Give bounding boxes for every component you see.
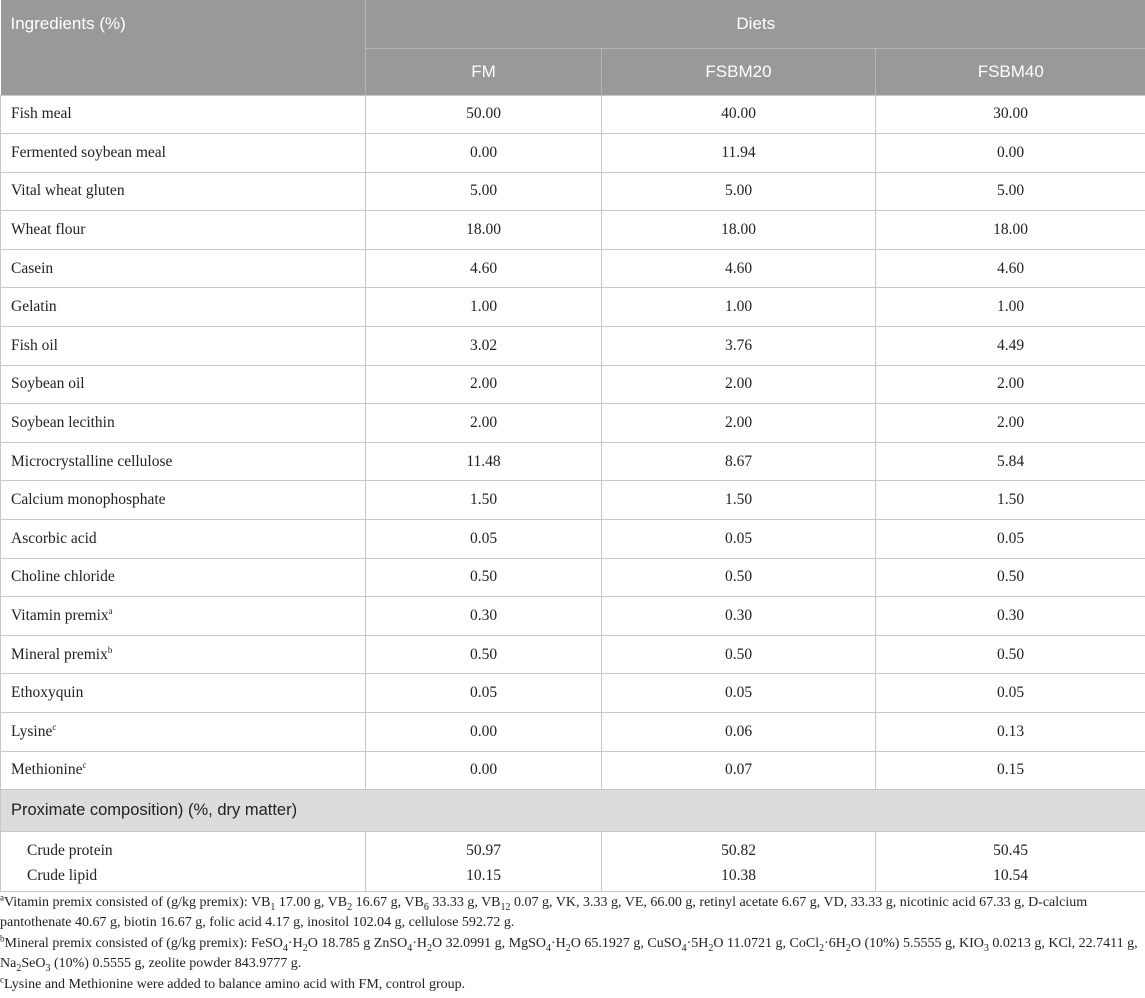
ingredient-name: Fermented soybean meal (11, 143, 166, 161)
diet-column-header-fsbm40: FSBM40 (876, 48, 1145, 95)
proximate-value: 10.38 (721, 866, 756, 884)
value-cell-fm: 0.50 (366, 558, 602, 597)
value-cell-fsbm20: 8.67 (602, 442, 876, 481)
value-cell-fsbm40: 4.60 (876, 249, 1145, 288)
proximate-fsbm20-cell (602, 832, 876, 892)
ingredient-name-cell (1, 404, 366, 443)
value-cell-fm: 0.30 (366, 597, 602, 636)
ingredient-name-cell (1, 365, 366, 404)
footnote-text: O 65.1927 g, CuSO (570, 936, 682, 951)
value-cell-fsbm40: 5.84 (876, 442, 1145, 481)
ingredient-name: Calcium monophosphate (11, 491, 166, 509)
table-row (1, 211, 1145, 250)
proximate-names-cell (1, 832, 366, 892)
footnote-a (0, 893, 1140, 933)
ingredient-name-cell (1, 95, 366, 134)
value-cell-fsbm20: 0.05 (602, 674, 876, 713)
ingredient-name-cell (1, 172, 366, 211)
footnote-marker: c (0, 974, 4, 985)
ingredient-name-cell (1, 211, 366, 250)
ingredient-name: Fish oil (11, 336, 58, 354)
ingredient-name-cell (1, 288, 366, 327)
proximate-fsbm40-cell (876, 832, 1145, 892)
ingredient-name: Vitamin premix (11, 607, 109, 625)
ingredient-name: Fish meal (11, 105, 72, 123)
diet-column-header-fm: FM (366, 48, 602, 95)
diets-header: Diets (366, 0, 1145, 48)
footnote-subscript: 12 (500, 901, 511, 913)
footnote-subscript: 3 (983, 942, 989, 954)
ingredient-name-cell (1, 249, 366, 288)
value-cell-fm: 18.00 (366, 211, 602, 250)
ingredient-name-cell (1, 134, 366, 173)
proximate-value: 10.54 (993, 866, 1028, 884)
table-row (1, 597, 1145, 636)
footnote-text: (10%) 0.5555 g, zeolite powder 843.9777 g. (50, 956, 302, 971)
footnote-subscript: 3 (45, 962, 51, 974)
ingredient-name: Methionine (11, 761, 83, 779)
footnote-subscript: 4 (407, 942, 413, 954)
footnote-text: O 18.785 g ZnSO (307, 936, 408, 951)
value-cell-fm: 50.00 (366, 95, 602, 134)
table-row (1, 249, 1145, 288)
proximate-value: 50.45 (993, 841, 1028, 859)
footnote-subscript: 2 (845, 942, 851, 954)
value-cell-fsbm40: 4.49 (876, 327, 1145, 366)
footnote-text: O (10%) 5.5555 g, KIO (850, 936, 984, 951)
ingredient-name: Ascorbic acid (11, 529, 97, 547)
value-cell-fm: 1.00 (366, 288, 602, 327)
table-row (1, 442, 1145, 481)
proximate-name-crude-protein: Crude protein (27, 841, 113, 859)
value-cell-fsbm20: 1.50 (602, 481, 876, 520)
proximate-value: 50.97 (466, 841, 501, 859)
value-cell-fsbm40: 18.00 (876, 211, 1145, 250)
value-cell-fm: 0.00 (366, 713, 602, 752)
footnote-text: SeO (21, 956, 46, 971)
value-cell-fm: 0.00 (366, 134, 602, 173)
value-cell-fsbm40: 0.05 (876, 520, 1145, 559)
footnote-text: O 11.0721 g, CoCl (713, 936, 820, 951)
proximate-fm-cell (366, 832, 602, 892)
value-cell-fsbm20: 2.00 (602, 365, 876, 404)
footnote-subscript: 2 (347, 901, 353, 913)
value-cell-fm: 0.05 (366, 520, 602, 559)
value-cell-fsbm40: 1.50 (876, 481, 1145, 520)
value-cell-fsbm20: 40.00 (602, 95, 876, 134)
footnote-subscript: 2 (302, 942, 308, 954)
table-row (1, 288, 1145, 327)
ingredient-name: Soybean oil (11, 375, 85, 393)
footnote-text: Mineral premix consisted of (g/kg premix): FeSO (4, 936, 283, 951)
value-cell-fsbm40: 0.30 (876, 597, 1145, 636)
footnote-text: 0.0213 g, KCl, 22.7411 g, Na (0, 936, 1138, 971)
value-cell-fm: 11.48 (366, 442, 602, 481)
footnote-subscript: 4 (282, 942, 288, 954)
footnote-text: ·H (287, 936, 303, 951)
footnote-marker: a (0, 892, 4, 903)
value-cell-fsbm40: 30.00 (876, 95, 1145, 134)
ingredient-name-cell (1, 713, 366, 752)
footnote-text: Vitamin premix consisted of (g/kg premix): VB (4, 895, 271, 910)
ingredient-name-cell (1, 751, 366, 790)
footnote-subscript: 2 (565, 942, 571, 954)
value-cell-fm: 0.00 (366, 751, 602, 790)
footnote-c (0, 975, 1140, 995)
value-cell-fsbm20: 2.00 (602, 404, 876, 443)
footnote-text: Lysine and Methionine were added to balance amino acid with FM, control group. (4, 977, 466, 992)
footnote-subscript: 2 (819, 942, 825, 954)
footnote-text: ·H (412, 936, 428, 951)
table-row (1, 558, 1145, 597)
value-cell-fm: 4.60 (366, 249, 602, 288)
footnote-marker: b (107, 644, 113, 655)
footnote-marker: b (0, 933, 5, 944)
value-cell-fsbm20: 0.50 (602, 558, 876, 597)
value-cell-fsbm40: 0.13 (876, 713, 1145, 752)
footnote-subscript: 1 (270, 901, 276, 913)
value-cell-fsbm40: 0.05 (876, 674, 1145, 713)
footnote-text: 17.00 g, VB (275, 895, 348, 910)
footnote-subscript: 4 (681, 942, 687, 954)
value-cell-fsbm40: 0.00 (876, 134, 1145, 173)
value-cell-fm: 2.00 (366, 365, 602, 404)
table-row (1, 134, 1145, 173)
value-cell-fsbm20: 0.05 (602, 520, 876, 559)
ingredient-name-cell (1, 442, 366, 481)
footnote-subscript: 2 (16, 962, 22, 974)
table-row (1, 327, 1145, 366)
table-row (1, 365, 1145, 404)
ingredient-name: Lysine (11, 722, 53, 740)
ingredient-name: Soybean lecithin (11, 414, 115, 432)
table-row (1, 520, 1145, 559)
value-cell-fsbm20: 5.00 (602, 172, 876, 211)
ingredient-name: Microcrystalline cellulose (11, 452, 173, 470)
value-cell-fsbm20: 1.00 (602, 288, 876, 327)
value-cell-fsbm40: 0.15 (876, 751, 1145, 790)
footnote-text: ·6H (824, 936, 846, 951)
footnote-marker: c (82, 760, 87, 771)
ingredient-name: Mineral premix (11, 645, 108, 663)
ingredient-name: Choline chloride (11, 568, 115, 586)
footnote-subscript: 2 (708, 942, 714, 954)
value-cell-fsbm20: 4.60 (602, 249, 876, 288)
footnote-text: O 32.0991 g, MgSO (432, 936, 546, 951)
value-cell-fsbm40: 2.00 (876, 365, 1145, 404)
ingredient-name-cell (1, 520, 366, 559)
table-row (1, 481, 1145, 520)
footnote-text: ·5H (686, 936, 709, 951)
value-cell-fsbm20: 18.00 (602, 211, 876, 250)
footnote-subscript: 6 (423, 901, 429, 913)
table-footnotes (0, 893, 1140, 996)
ingredient-name-cell (1, 481, 366, 520)
ingredient-name: Wheat flour (11, 221, 86, 239)
proximate-value: 10.15 (466, 866, 501, 884)
footnote-b (0, 934, 1140, 974)
proximate-section-header: Proximate composition) (%, dry matter) (1, 790, 1145, 832)
table-row (1, 635, 1145, 674)
footnote-marker: c (52, 721, 57, 732)
ingredient-name-cell (1, 597, 366, 636)
ingredient-name-cell (1, 674, 366, 713)
ingredient-name: Gelatin (11, 298, 57, 316)
table-row (1, 95, 1145, 134)
ingredient-name-cell (1, 558, 366, 597)
footnote-text: 0.07 g, VK, 3.33 g, VE, 66.00 g, retinyl acetate 6.67 g, VD, 33.33 g, nicotinic acid 67.33 g, D-calcium pantothenate 40.67 g, biotin 16.67 g, folic acid 4.17 g, inositol 102.04 g, cellulose 592.72 g. (0, 895, 1088, 930)
value-cell-fsbm20: 11.94 (602, 134, 876, 173)
footnote-text: 33.33 g, VB (428, 895, 501, 910)
ingredient-name: Vital wheat gluten (11, 182, 125, 200)
footnote-subscript: 4 (546, 942, 551, 954)
value-cell-fm: 0.05 (366, 674, 602, 713)
diet-column-header-fsbm20: FSBM20 (602, 48, 876, 95)
table-row (1, 404, 1145, 443)
value-cell-fsbm20: 0.50 (602, 635, 876, 674)
value-cell-fsbm40: 2.00 (876, 404, 1145, 443)
footnote-text: 16.67 g, VB (352, 895, 424, 910)
value-cell-fsbm40: 1.00 (876, 288, 1145, 327)
value-cell-fm: 0.50 (366, 635, 602, 674)
value-cell-fsbm20: 0.07 (602, 751, 876, 790)
ingredients-header: Ingredients (%) (1, 0, 366, 95)
footnote-marker: a (108, 605, 113, 616)
table-row (1, 751, 1145, 790)
ingredient-name-cell (1, 635, 366, 674)
table-row (1, 713, 1145, 752)
value-cell-fsbm20: 0.30 (602, 597, 876, 636)
ingredient-name-cell (1, 327, 366, 366)
value-cell-fsbm40: 0.50 (876, 558, 1145, 597)
footnote-subscript: 2 (427, 942, 433, 954)
value-cell-fm: 5.00 (366, 172, 602, 211)
ingredient-rows (1, 95, 1145, 790)
value-cell-fsbm20: 0.06 (602, 713, 876, 752)
value-cell-fsbm40: 0.50 (876, 635, 1145, 674)
table-row (1, 172, 1145, 211)
value-cell-fsbm20: 3.76 (602, 327, 876, 366)
proximate-value: 50.82 (721, 841, 756, 859)
ingredient-name: Casein (11, 259, 54, 277)
footnote-text: ·H (551, 936, 566, 951)
ingredient-name: Ethoxyquin (11, 684, 84, 702)
value-cell-fm: 2.00 (366, 404, 602, 443)
table-row (1, 674, 1145, 713)
value-cell-fm: 1.50 (366, 481, 602, 520)
value-cell-fm: 3.02 (366, 327, 602, 366)
value-cell-fsbm40: 5.00 (876, 172, 1145, 211)
proximate-name-crude-lipid: Crude lipid (27, 866, 98, 884)
